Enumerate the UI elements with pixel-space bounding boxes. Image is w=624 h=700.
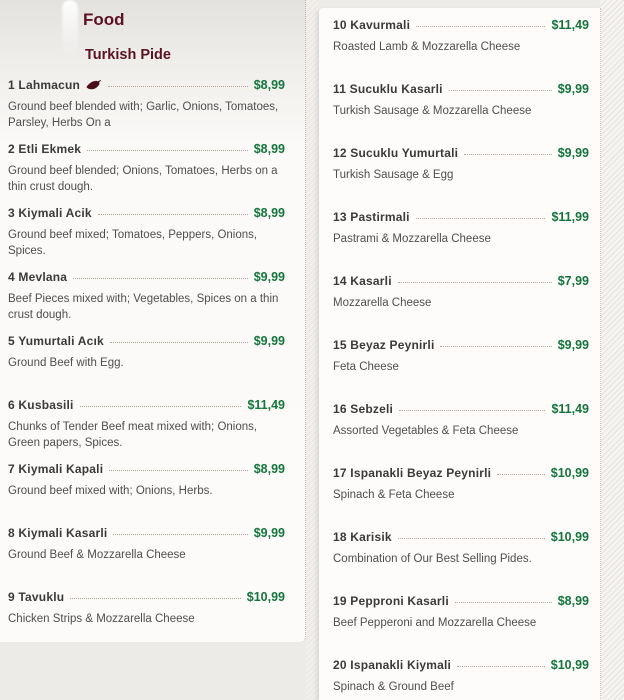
- item-description: Ground beef blended with; Garlic, Onions, Tomatoes, Parsley, Herbs On a: [8, 101, 279, 130]
- dotted-leader: [464, 154, 552, 155]
- menu-item: [333, 594, 589, 649]
- item-price: $8,99: [253, 206, 285, 220]
- item-number: 12: [333, 146, 347, 160]
- menu-item: [8, 462, 285, 517]
- item-description: Pastrami & Mozzarella Cheese: [333, 233, 491, 245]
- item-number: 16: [333, 402, 347, 416]
- item-number: 9: [8, 590, 15, 604]
- item-number: 5: [8, 334, 15, 348]
- menu-item: [333, 146, 589, 201]
- dotted-leader: [455, 602, 552, 603]
- item-title: Beyaz Peynirli: [350, 338, 435, 352]
- item-row: [333, 274, 589, 288]
- item-number: 2: [8, 142, 15, 156]
- item-number: 18: [333, 530, 347, 544]
- item-title: Ispanakli Kiymali: [350, 658, 452, 672]
- item-price: $9,99: [557, 338, 589, 352]
- item-number: 14: [333, 274, 347, 288]
- item-number: 20: [333, 658, 347, 672]
- item-price: $8,99: [253, 142, 285, 156]
- page-title: Food: [83, 10, 125, 29]
- item-title: Sebzeli: [350, 402, 394, 416]
- item-row: [333, 146, 589, 160]
- background-highlight: [62, 0, 78, 58]
- item-title: Pepproni Kasarli: [350, 594, 449, 608]
- menu-item: [333, 466, 589, 521]
- item-name: [333, 658, 451, 672]
- dotted-leader: [80, 406, 242, 407]
- dotted-leader: [87, 150, 248, 151]
- item-title: Sucuklu Kasarli: [349, 82, 443, 96]
- item-price: $8,99: [253, 462, 285, 476]
- item-description: Spinach & Feta Cheese: [333, 489, 455, 501]
- item-name: [333, 338, 434, 352]
- dotted-leader: [110, 342, 248, 343]
- menu-item-list-left: [0, 78, 305, 645]
- item-description: Beef Pepperoni and Mozzarella Cheese: [333, 617, 537, 629]
- item-title: Etli Ekmek: [18, 142, 82, 156]
- dotted-leader: [398, 282, 552, 283]
- item-row: [333, 658, 589, 672]
- item-row: [333, 82, 589, 96]
- item-name: [333, 594, 449, 608]
- item-description: Feta Cheese: [333, 361, 399, 373]
- item-number: 19: [333, 594, 347, 608]
- item-description: Spinach & Ground Beef: [333, 681, 454, 693]
- item-title: Karisik: [350, 530, 392, 544]
- item-row: [333, 402, 589, 416]
- item-name: [333, 402, 393, 416]
- item-name: [333, 210, 410, 224]
- item-number: 15: [333, 338, 347, 352]
- item-description: Assorted Vegetables & Feta Cheese: [333, 425, 519, 437]
- menu-item: [333, 530, 589, 585]
- menu-item: [8, 142, 285, 197]
- item-price: $10,99: [550, 466, 589, 480]
- item-description: Mozzarella Cheese: [333, 297, 432, 309]
- menu-item: [8, 590, 285, 645]
- menu-item: [333, 338, 589, 393]
- item-name: [333, 18, 410, 32]
- menu-item: [8, 526, 285, 581]
- item-row: [8, 526, 285, 540]
- dotted-leader: [440, 346, 551, 347]
- item-price: $11,49: [551, 18, 589, 32]
- menu-left-column: [0, 0, 306, 642]
- dotted-leader: [449, 90, 552, 91]
- item-description: Combination of Our Best Selling Pides.: [333, 553, 532, 565]
- item-price: $8,99: [557, 594, 589, 608]
- item-description: Beef Pieces mixed with; Vegetables, Spices on a thin crust dough.: [8, 293, 279, 322]
- item-number: 8: [8, 526, 15, 540]
- menu-item: [8, 206, 285, 261]
- dotted-leader: [98, 214, 248, 215]
- right-hatch-texture: [600, 0, 624, 700]
- dotted-leader: [108, 86, 248, 87]
- item-price: $11,49: [551, 402, 589, 416]
- item-name: [333, 146, 458, 160]
- item-description: Ground beef blended; Onions, Tomatoes, Herbs on a thin crust dough.: [8, 165, 278, 194]
- item-price: $10,99: [550, 658, 589, 672]
- item-title: Pastirmali: [350, 210, 410, 224]
- item-number: 10: [333, 18, 347, 32]
- dotted-leader: [457, 666, 545, 667]
- dotted-leader: [399, 410, 545, 411]
- menu-item: [333, 658, 589, 700]
- item-title: Kasarli: [350, 274, 392, 288]
- item-name: [8, 270, 67, 284]
- item-title: Kusbasili: [18, 398, 74, 412]
- section-title: Turkish Pide: [85, 47, 171, 63]
- item-title: Tavuklu: [18, 590, 65, 604]
- item-description: Ground beef mixed with; Onions, Herbs.: [8, 485, 213, 497]
- item-name: [8, 142, 81, 156]
- chili-pepper-icon: [85, 79, 102, 91]
- item-row: [8, 398, 285, 412]
- item-description: Turkish Sausage & Egg: [333, 169, 454, 181]
- item-number: 4: [8, 270, 15, 284]
- dotted-leader: [416, 218, 546, 219]
- item-row: [8, 142, 285, 156]
- item-title: Sucuklu Yumurtali: [350, 146, 459, 160]
- dotted-leader: [398, 538, 545, 539]
- item-number: 7: [8, 462, 15, 476]
- item-number: 3: [8, 206, 15, 220]
- menu-right-column: [319, 8, 601, 700]
- item-name: [8, 78, 80, 92]
- item-price: $7,99: [557, 274, 589, 288]
- item-name: [8, 206, 92, 220]
- menu-item: [8, 334, 285, 389]
- item-description: Roasted Lamb & Mozzarella Cheese: [333, 41, 521, 53]
- menu-item: [333, 402, 589, 457]
- item-row: [8, 78, 285, 92]
- item-row: [333, 210, 589, 224]
- menu-item: [8, 78, 285, 133]
- item-description: Ground Beef with Egg.: [8, 357, 124, 369]
- item-name: [333, 466, 491, 480]
- dotted-leader: [113, 534, 247, 535]
- item-row: [333, 466, 589, 480]
- item-price: $9,99: [557, 146, 589, 160]
- item-price: $11,99: [551, 210, 589, 224]
- item-name: [8, 526, 107, 540]
- item-description: Ground Beef & Mozzarella Cheese: [8, 549, 186, 561]
- item-description: Chicken Strips & Mozzarella Cheese: [8, 613, 195, 625]
- menu-item: [8, 270, 285, 325]
- item-number: 6: [8, 398, 15, 412]
- item-row: [8, 270, 285, 284]
- menu-item: [8, 398, 285, 453]
- item-name: [333, 82, 443, 96]
- dotted-leader: [73, 278, 248, 279]
- item-price: $9,99: [253, 334, 285, 348]
- dotted-leader: [497, 474, 545, 475]
- item-row: [8, 206, 285, 220]
- item-price: $9,99: [253, 270, 285, 284]
- menu-item: [333, 274, 589, 329]
- dotted-leader: [70, 598, 240, 599]
- item-row: [333, 338, 589, 352]
- item-price: $9,99: [557, 82, 589, 96]
- item-price: $11,49: [247, 398, 285, 412]
- item-title: Kiymali Acik: [18, 206, 92, 220]
- item-number: 11: [333, 82, 347, 96]
- item-title: Yumurtali Acık: [18, 334, 104, 348]
- item-name: [333, 530, 392, 544]
- item-description: Chunks of Tender Beef meat mixed with; Onions, Green papers, Spices.: [8, 421, 258, 450]
- item-name: [333, 274, 392, 288]
- item-price: $9,99: [253, 526, 285, 540]
- menu-item: [333, 82, 589, 137]
- item-price: $8,99: [253, 78, 285, 92]
- item-title: Kiymali Kapali: [18, 462, 104, 476]
- item-price: $10,99: [550, 530, 589, 544]
- item-title: Kavurmali: [350, 18, 411, 32]
- menu-item: [333, 18, 589, 73]
- item-number: 13: [333, 210, 347, 224]
- item-title: Lahmacun: [18, 78, 81, 92]
- item-row: [333, 530, 589, 544]
- column-gap-texture: [306, 0, 319, 700]
- dotted-leader: [109, 470, 247, 471]
- item-number: 17: [333, 466, 347, 480]
- item-row: [333, 594, 589, 608]
- item-description: Turkish Sausage & Mozzarella Cheese: [333, 105, 532, 117]
- item-title: Ispanakli Beyaz Peynirli: [350, 466, 492, 480]
- item-name: [8, 590, 64, 604]
- menu-item: [333, 210, 589, 265]
- item-title: Kiymali Kasarli: [18, 526, 108, 540]
- item-price: $10,99: [246, 590, 285, 604]
- item-row: [8, 334, 285, 348]
- item-row: [333, 18, 589, 32]
- item-row: [8, 462, 285, 476]
- item-name: [8, 398, 74, 412]
- item-name: [8, 462, 103, 476]
- item-number: 1: [8, 78, 15, 92]
- menu-item-list-right: [319, 8, 600, 700]
- item-row: [8, 590, 285, 604]
- dotted-leader: [416, 26, 545, 27]
- item-title: Mevlana: [18, 270, 68, 284]
- item-description: Ground beef mixed; Tomatoes, Peppers, Onions, Spices.: [8, 229, 258, 258]
- item-name: [8, 334, 104, 348]
